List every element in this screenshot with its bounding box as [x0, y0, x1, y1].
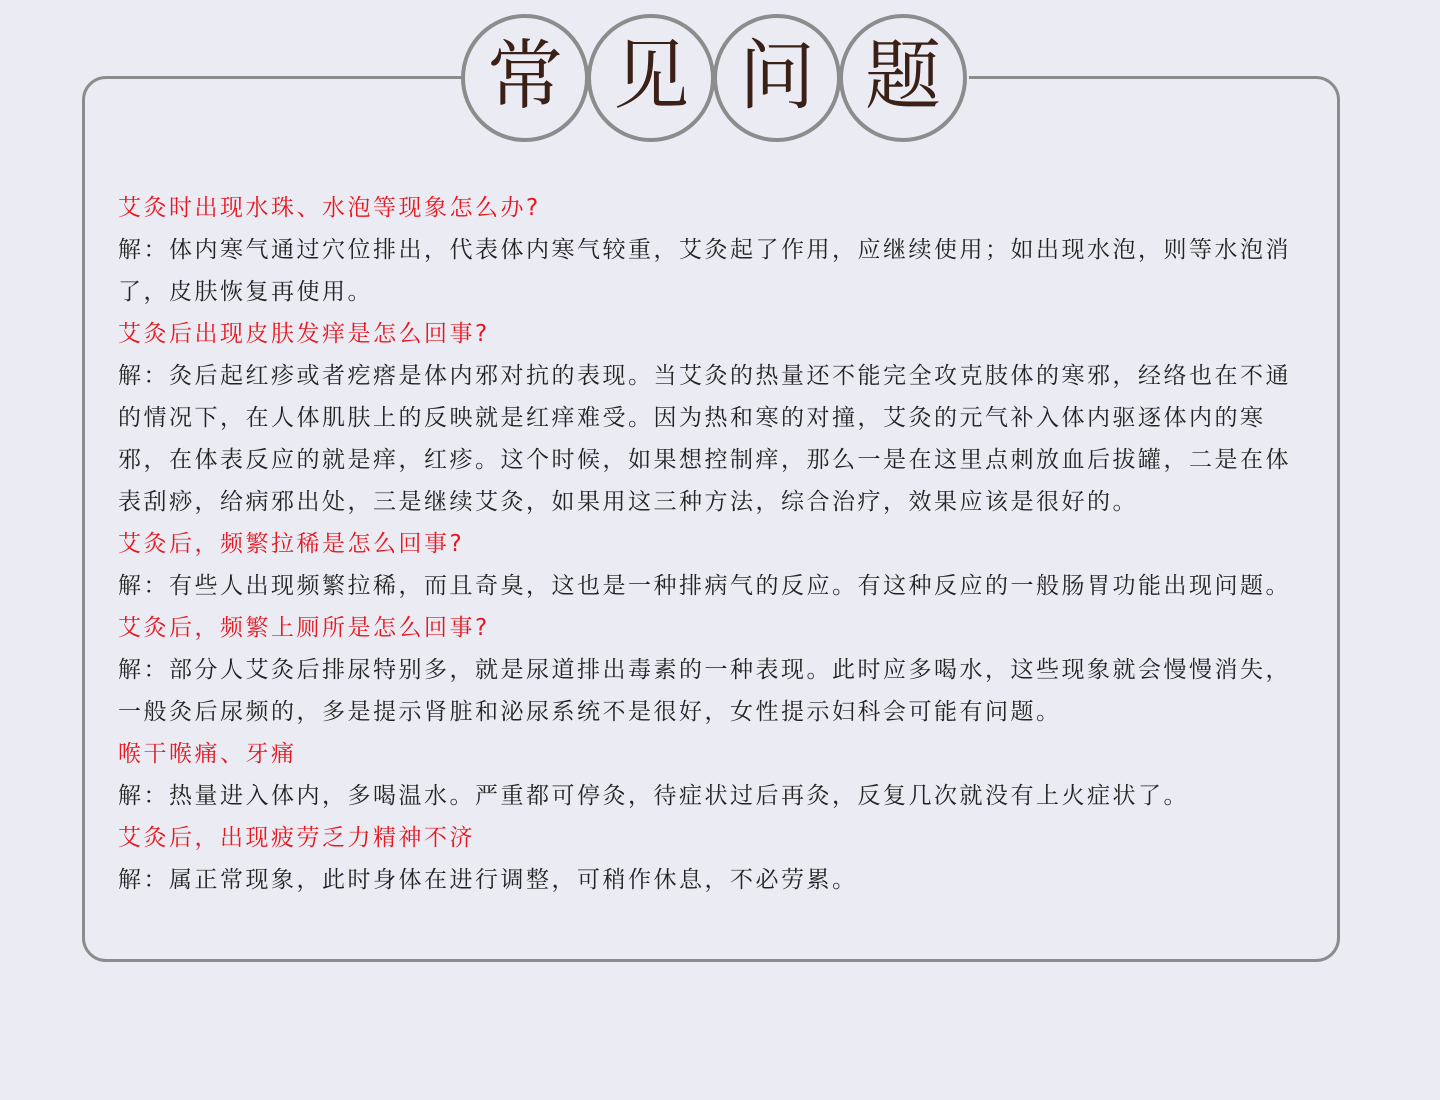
faq-question: 艾灸后，出现疲劳乏力精神不济: [118, 825, 475, 851]
faq-answer: 解：热量进入体内，多喝温水。严重都可停灸，待症状过后再灸，反复几次就没有上火症状了。: [118, 783, 1189, 809]
faq-answer: 解：有些人出现频繁拉稀，而且奇臭，这也是一种排病气的反应。有这种反应的一般肠胃功能出现问题。: [118, 573, 1291, 599]
faq-question: 艾灸时出现水珠、水泡等现象怎么办?: [118, 195, 541, 221]
faq-item: [118, 733, 1308, 817]
faq-question: 艾灸后，频繁上厕所是怎么回事?: [118, 615, 490, 641]
faq-item: [118, 607, 1308, 733]
title-circle-4: [839, 14, 967, 142]
page-title: [461, 14, 969, 148]
faq-item: [118, 313, 1308, 523]
faq-answer: 解：部分人艾灸后排尿特别多，就是尿道排出毒素的一种表现。此时应多喝水，这些现象就会慢慢消失，一般灸后尿频的，多是提示肾脏和泌尿系统不是很好，女性提示妇科会可能有问题。: [118, 657, 1291, 725]
faq-list: [118, 187, 1308, 901]
title-char-1: 常: [487, 31, 563, 120]
title-circle-3: [713, 14, 841, 142]
title-circle-2: [587, 14, 715, 142]
faq-item: [118, 187, 1308, 313]
title-char-2: 见: [613, 31, 689, 120]
title-char-3: 问: [739, 31, 815, 120]
faq-question: 喉干喉痛、牙痛: [118, 741, 297, 767]
faq-question: 艾灸后，频繁拉稀是怎么回事?: [118, 531, 465, 557]
faq-question: 艾灸后出现皮肤发痒是怎么回事?: [118, 321, 490, 347]
faq-answer: 解：体内寒气通过穴位排出，代表体内寒气较重，艾灸起了作用，应继续使用；如出现水泡，则等水泡消了，皮肤恢复再使用。: [118, 237, 1291, 305]
faq-answer: 解：属正常现象，此时身体在进行调整，可稍作休息，不必劳累。: [118, 867, 858, 893]
faq-item: [118, 817, 1308, 901]
faq-answer: 解：灸后起红疹或者疙瘩是体内邪对抗的表现。当艾灸的热量还不能完全攻克肢体的寒邪，经络也在不通的情况下，在人体肌肤上的反映就是红痒难受。因为热和寒的对撞，艾灸的元气补入体内驱逐体内的寒邪，在体表反应的就是痒，红疹。这个时候，如果想控制痒，那么一是在这里点刺放血后拔罐，二是在体表刮痧，给病邪出处，三是继续艾灸，如果用这三种方法，综合治疗，效果应该是很好的。: [118, 363, 1291, 515]
title-circle-1: [461, 14, 589, 142]
title-char-4: 题: [865, 31, 941, 120]
faq-item: [118, 523, 1308, 607]
